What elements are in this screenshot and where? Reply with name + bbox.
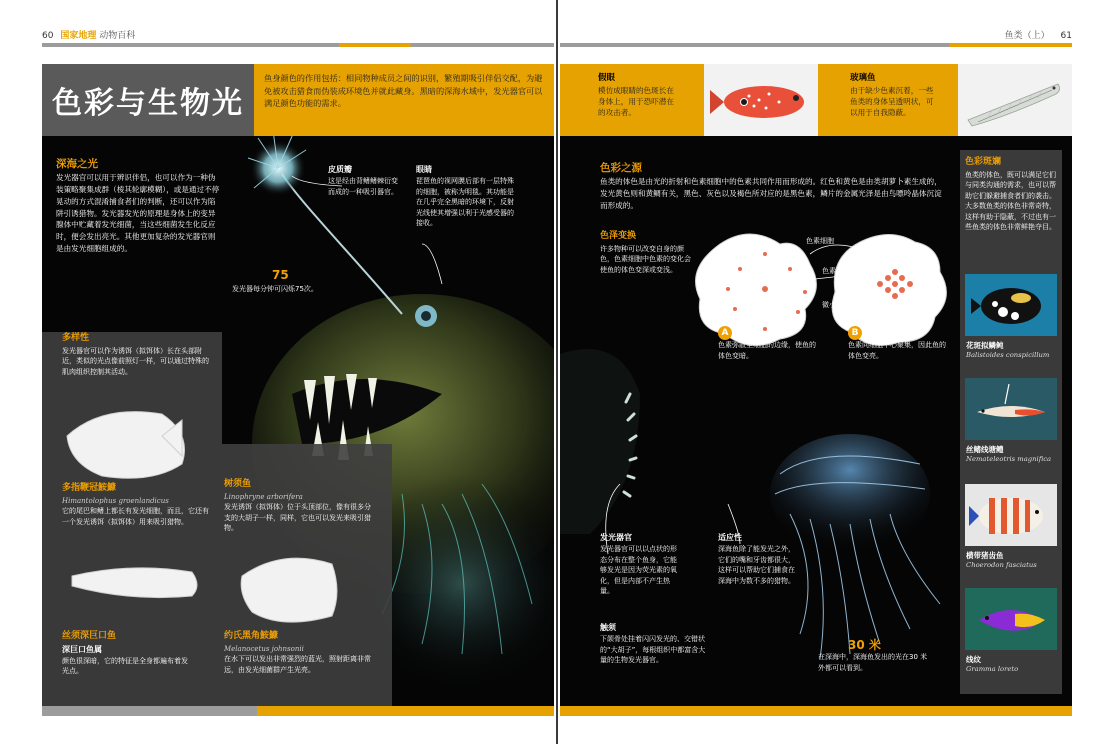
light-organ-note [600, 532, 680, 597]
fish3-text: 颜色很深暗，它的特征是全身都遍布着发光点。 [62, 656, 188, 675]
header-brand: 国家地理 [60, 31, 97, 41]
fish1-name: 多指鞭冠鮟鱇 [62, 483, 117, 493]
sidebar-photo-3 [965, 484, 1057, 546]
diversity-text: 发光器官可以作为诱饵（拟饵体）长在头部附近，类似的光点像前照灯一样，可以通过特殊的肌肉组织控制其活动。 [62, 346, 209, 376]
dispersion-text: 色素弥散至细胞的边缘，使鱼的体色变暗。 [718, 341, 816, 360]
book-spine [556, 0, 558, 744]
color-change-title: 色泽变换 [600, 231, 637, 241]
adaptability-text: 深海鱼除了能发光之外，它们的嘴和牙齿都很大，这样可以帮助它们捕食在深海中为数不多的猎物。 [718, 545, 795, 585]
false-eye-text: 模仿成眼睛的色斑长在身体上，用于恐吓潜在的攻击者。 [598, 86, 674, 118]
fish2-note [224, 478, 374, 534]
sidebar-item-3-latin: Choerodon fasciatus [966, 561, 1037, 569]
sidebar-colorful-fish [960, 150, 1062, 694]
sidebar-item-2-name: 丝鳍线塘鳢 [966, 445, 1004, 454]
fish4-note [224, 630, 374, 675]
sidebar-caption-2 [966, 444, 1060, 463]
fish2-latin: Linophryne arborifera [224, 492, 303, 501]
fish4-name: 约氏黑角鮟鱇 [224, 631, 279, 641]
light-organ-title: 发光器官 [600, 533, 632, 542]
sidebar-item-1-latin: Balistoides conspicillum [966, 351, 1050, 359]
color-change-note [600, 230, 696, 275]
sidebar-item-1-name: 花斑拟鳞鲀 [966, 341, 1004, 350]
color-source-section [600, 160, 945, 212]
fish4-text: 在水下可以发出非常强烈的蓝光，照射距离非常远，由发光细菌群产生光亮。 [224, 655, 371, 674]
right-page-number: 61 [1060, 31, 1072, 41]
stat-75-text: 发光器每分钟可闪烁75次。 [232, 285, 318, 293]
glassfish-box [850, 72, 940, 118]
fish3-name: 丝须深巨口鱼 [62, 631, 117, 641]
sidebar-heading: 色彩斑斓 [965, 157, 1002, 167]
dispersion-note [718, 326, 818, 361]
fish4-latin: Melanocetus johnsonii [224, 644, 304, 653]
intro-text: 鱼身颜色的作用包括：相同物种成员之间的识别，繁殖期吸引伴侣交配，为避免被攻击猎食而伪装成环境色并就此藏身。黑暗的深海水域中，发光器官可以满足颜色功能的需求。 [254, 64, 554, 136]
fish3-note [62, 630, 192, 677]
header-book-title: 动物百科 [99, 31, 136, 41]
right-page-header [1005, 28, 1072, 41]
fish1-latin: Himantolophus groenlandicus [62, 496, 169, 505]
aggregation-title: 色聚 [865, 328, 881, 337]
fish1-note [62, 482, 212, 527]
diversity-note [62, 332, 212, 377]
fish2-text: 发光诱饵（拟饵体）位于头顶部位，像有很多分支的大胡子一样，同样，它也可以发光来吸引猎物。 [224, 503, 371, 532]
page-title: 色彩与生物光 [52, 86, 244, 121]
cell-label-1: 色素细胞 [806, 237, 834, 245]
adaptability-title: 适应性 [718, 533, 742, 542]
skin-flap-title: 皮质瓣 [328, 165, 352, 174]
left-page-number: 60 [42, 31, 54, 41]
light-organ-text: 发光器官可以以点状的形态分布在整个鱼身，它能够发光是因为荧光素的氧化，但是内部不产生热量。 [600, 545, 677, 595]
diversity-title: 多样性 [62, 333, 90, 343]
header-rule-right [560, 43, 1072, 47]
left-dark-panel [42, 64, 554, 706]
glassfish-text: 由于缺少色素沉着，一些鱼类的身体呈透明状，可以用于自我隐蔽。 [850, 86, 934, 118]
color-source-heading: 色彩之源 [600, 162, 642, 174]
tentacle-text: 下颌骨处挂着闪闪发光的、交错状的“大胡子”，每根组织中都富含大量的生物发光器官。 [600, 635, 706, 664]
sidebar-caption-1 [966, 340, 1060, 359]
stat-30m-text: 在深海中，深海鱼发出的光在30 米外都可以看到。 [818, 653, 928, 672]
sidebar-item-4-name: 线纹 [966, 655, 981, 664]
aggregation-note [848, 326, 948, 361]
sidebar-text-block [965, 156, 1059, 233]
glassfish-photo [958, 64, 1072, 136]
sidebar-caption-4 [966, 654, 1060, 673]
left-page-header [42, 28, 135, 41]
skin-flap-text: 这是经由背鳍鳍棘衍变而成的一种吸引器官。 [328, 177, 398, 196]
color-source-text: 鱼类的体色是由光的折射和色素细胞中的色素共同作用而形成的。红色和黄色是由类胡萝卜素生成的，发光黄色则和黄鲷有关，黑色、灰色以及褐色所对应的是黑色素，鳞片的金属光泽是由鸟嘌呤晶体沉淀而形成的。 [600, 177, 942, 210]
skin-flap-note [328, 164, 400, 197]
fish1-text: 它的尾巴和鳍上都长有发光细胞，而且，它还有一个发光诱饵（拟饵体）用来吸引猎物。 [62, 507, 209, 526]
sidebar-item-3-name: 横带猪齿鱼 [966, 551, 1004, 560]
sidebar-photo-2 [965, 378, 1057, 440]
fish3-sub: 深巨口鱼属 [62, 644, 102, 654]
sidebar-caption-3 [966, 550, 1060, 569]
false-eye-title: 假眼 [598, 73, 616, 83]
stat-75: 75 [272, 268, 289, 282]
sidebar-item-2-latin: Nemateleotris magnifica [966, 455, 1052, 463]
aggregation-text: 色素向细胞中心聚集，因此鱼的体色变亮。 [848, 341, 946, 360]
deep-sea-text: 发光器官可以用于辨识伴侣，也可以作为一种伪装策略聚集成群（棱其轮廓模糊），或是通过不停晃动的方式混淆捕食者们的判断，还可以作为陷阱引诱猎物。发光器发光的原理是身体上的变异腺体中贮藏着发光细菌，当这些细菌发生化反应时，便会发出亮光。其他更加复杂的发光器官则是由发光细胞组成的。 [56, 173, 220, 253]
eye-title: 眼睛 [416, 165, 432, 174]
sidebar-photo-4 [965, 588, 1057, 650]
eye-text: 琵琶鱼的视网膜后部有一层特殊的细胞，被称为明毯。其功能是在几乎完全黑暗的环境下，反射光线使其增强以利于光感受器的接收。 [416, 177, 514, 227]
tentacle-title: 触须 [600, 623, 616, 632]
cell-label-2: 色素 [822, 267, 836, 275]
adaptability-note [718, 532, 800, 586]
color-change-text: 许多物种可以改变自身的颜色，色素细胞中色素的变化会使鱼的体色变深或变浅。 [600, 244, 691, 274]
deep-sea-heading: 深海之光 [56, 158, 98, 170]
badge-a: A [718, 326, 732, 340]
glassfish-title: 玻璃鱼 [850, 73, 876, 83]
sidebar-photo-1 [965, 274, 1057, 336]
sidebar-text: 鱼类的体色，既可以满足它们与同类沟通的需求，也可以帮助它们躲避捕食者们的袭击。大多数鱼类的体色非常奇特，这样有助于隐蔽，不过也有一些鱼类的体色非常鲜艳夺目。 [965, 170, 1056, 231]
sidebar-item-4-latin: Gramma loreto [966, 665, 1019, 673]
false-eye-box [598, 72, 678, 118]
header-rule-left [42, 43, 554, 47]
tentacle-note [600, 622, 710, 666]
footer-rule-left [42, 706, 554, 716]
cell-label-3: 微小管 [822, 301, 843, 309]
eye-note [416, 164, 514, 229]
badge-b: B [848, 326, 862, 340]
page-title-block [42, 64, 254, 136]
header-section: 鱼类（上） [1004, 31, 1050, 41]
stat-30m: 30 米 [848, 638, 881, 652]
footer-rule-right [560, 706, 1072, 716]
deep-sea-section [56, 156, 220, 255]
false-eye-photo [704, 64, 818, 136]
dispersion-title: 色散 [735, 328, 751, 337]
fish2-name: 树须鱼 [224, 479, 252, 489]
